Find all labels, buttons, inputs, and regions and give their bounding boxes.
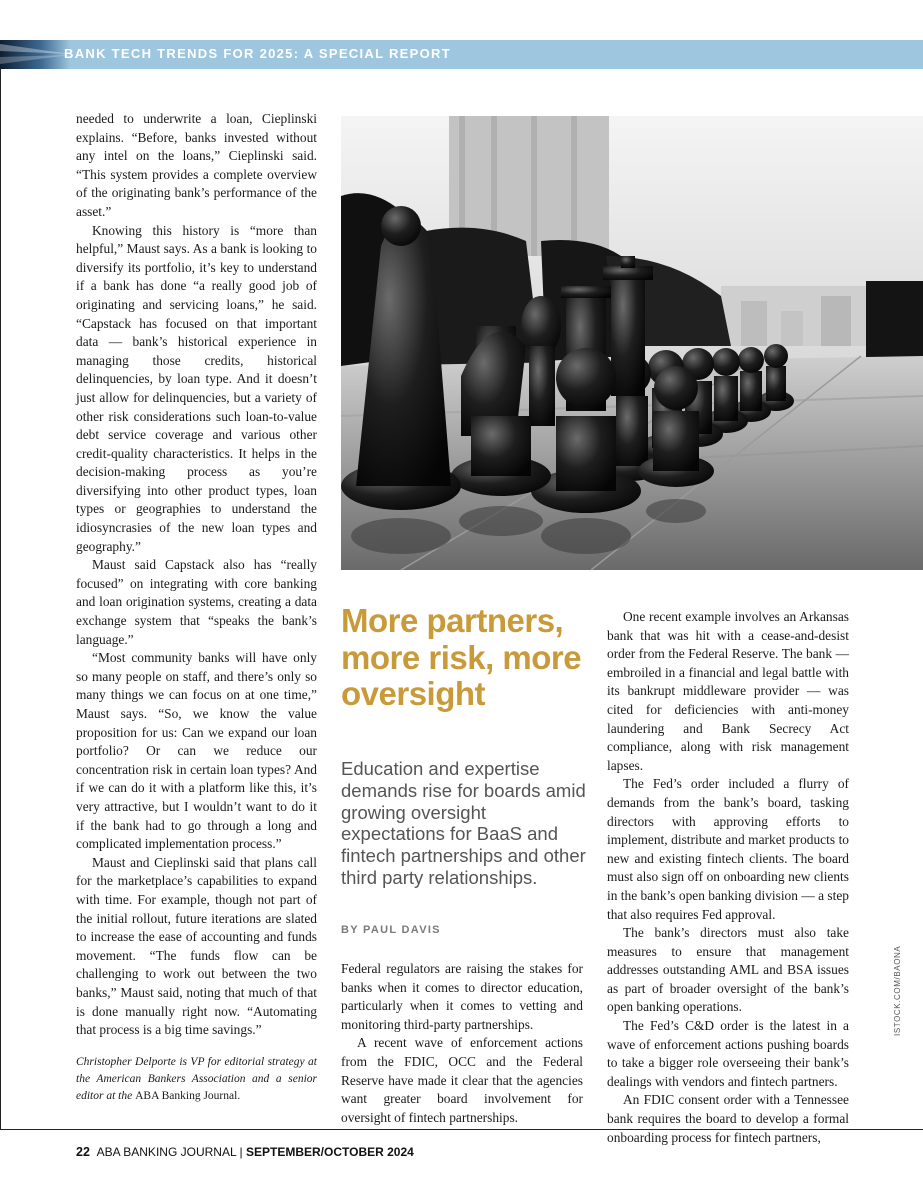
section-header-title: BANK TECH TRENDS FOR 2025: A SPECIAL REPORT	[64, 46, 451, 61]
page-footer	[76, 1145, 414, 1159]
body-paragraph: “Most community banks will have only so many people on staff, and there’s only so many things we can focus on at one time,” Maust says. “So, we know the value proposition for us: Can we expand our loan portfolio? Or can we reduce our concentration risk in certain loan types? And if we can do it with a platform like this, it’s very attractive, but I wouldn’t want to do it if the bank had to go through a long and complicated implementation process.”	[76, 650, 317, 852]
body-paragraph: Maust and Cieplinski said that plans call for the marketplace’s capabilities to expand with time. For example, though not part of the initial rollout, future iterations are slated to increase the ease of accounting and funds movement. “The funds flow can be challenging to work out between the two banks,” Maust said, noting that much of that is done manually right now. “Automating that process is a big time savings.”	[76, 854, 317, 1038]
footer-separator: |	[239, 1145, 243, 1159]
issue-date: SEPTEMBER/OCTOBER 2024	[245, 1145, 414, 1159]
article-headline: More partners, more risk, more oversight	[341, 602, 582, 712]
author-bio-text: Christopher Delporte is VP for editorial strategy at the American Bankers Association and a senior editor at the	[76, 1055, 317, 1102]
body-paragraph: The Fed’s C&D order is the latest in a wave of enforcement actions pushing boards to take a bigger role overseeing their bank’s dealings with vendors and fintech partners.	[607, 1018, 849, 1089]
body-paragraph: The bank’s directors must also take measures to ensure that management addresses outstanding AML and BSA issues as part of broader oversight of the bank’s open banking operations.	[607, 925, 849, 1015]
body-paragraph: needed to underwrite a loan, Cieplinski explains. “Before, banks invested without any intel on the loans,” Cieplinski said. “This system provides a complete overview of the originating bank’s performance of the asset.”	[76, 111, 317, 219]
right-column-body	[607, 608, 849, 1147]
article-byline: BY PAUL DAVIS	[341, 924, 441, 936]
header-swoosh-graphic	[0, 40, 70, 69]
chess-boardroom-photo	[341, 116, 923, 570]
article-deck: Education and expertise demands rise for boards amid growing oversight expectations for BaaS and fintech partnerships and other third party relationships.	[341, 758, 586, 888]
left-column-article-continuation	[76, 110, 317, 1105]
body-paragraph: One recent example involves an Arkansas bank that was hit with a cease-and-desist order from the Federal Reserve. The bank — embroiled in a financial and legal battle with its bankrupt middleware provider — was cited for deficiencies with anti-money laundering and Bank Secrecy Act compliance, along with risk management lapses.	[607, 609, 849, 773]
photo-credit: ISTOCK.COM/BAONA	[893, 945, 902, 1036]
publication-name: ABA BANKING JOURNAL	[96, 1145, 237, 1159]
body-paragraph: An FDIC consent order with a Tennessee bank requires the board to develop a formal onboarding process for fintech partners,	[607, 1092, 849, 1145]
body-paragraph: A recent wave of enforcement actions from the FDIC, OCC and the Federal Reserve have made it clear that the agencies want greater board involvement for oversight of fintech partnerships.	[341, 1035, 583, 1125]
author-bio-note	[76, 1054, 317, 1105]
page-number: 22	[76, 1145, 90, 1159]
middle-column-body	[341, 960, 583, 1127]
page-left-border	[0, 69, 1, 1130]
body-paragraph: Federal regulators are raising the stakes for banks when it comes to director education, particularly when it comes to vetting and monitoring third-party partnerships.	[341, 961, 583, 1032]
author-bio-publication: ABA Banking Journal.	[135, 1089, 241, 1102]
body-paragraph: The Fed’s order included a flurry of demands from the bank’s board, tasking directors with approving efforts to implement, distribute and market products to new and existing fintech clients. The board must also sign off on onboarding new clients in the bank’s open banking division — a step that also requires Fed approval.	[607, 776, 849, 922]
body-paragraph: Maust said Capstack also has “really focused” on integrating with core banking and loan origination systems, creating a data exchange system that “speaks the bank’s language.”	[76, 557, 317, 647]
body-paragraph: Knowing this history is “more than helpful,” Maust says. As a bank is looking to diversify its portfolio, it’s key to understand if a bank has done “a really good job of originating and servicing loans,” he said. “Capstack has focused on that important data — bank’s historical experience in managing those credits, historical delinquencies, by loan type. And it doesn’t just allow for delinquencies, but a variety of other risk considerations such loan-to-value debt service coverage and various other credit-quality characteristics. It helps in the decision-making process as you’re diversifying into other product types, loan types or geographies to understand the idiosyncrasies of the new loan types and geography.”	[76, 222, 317, 554]
